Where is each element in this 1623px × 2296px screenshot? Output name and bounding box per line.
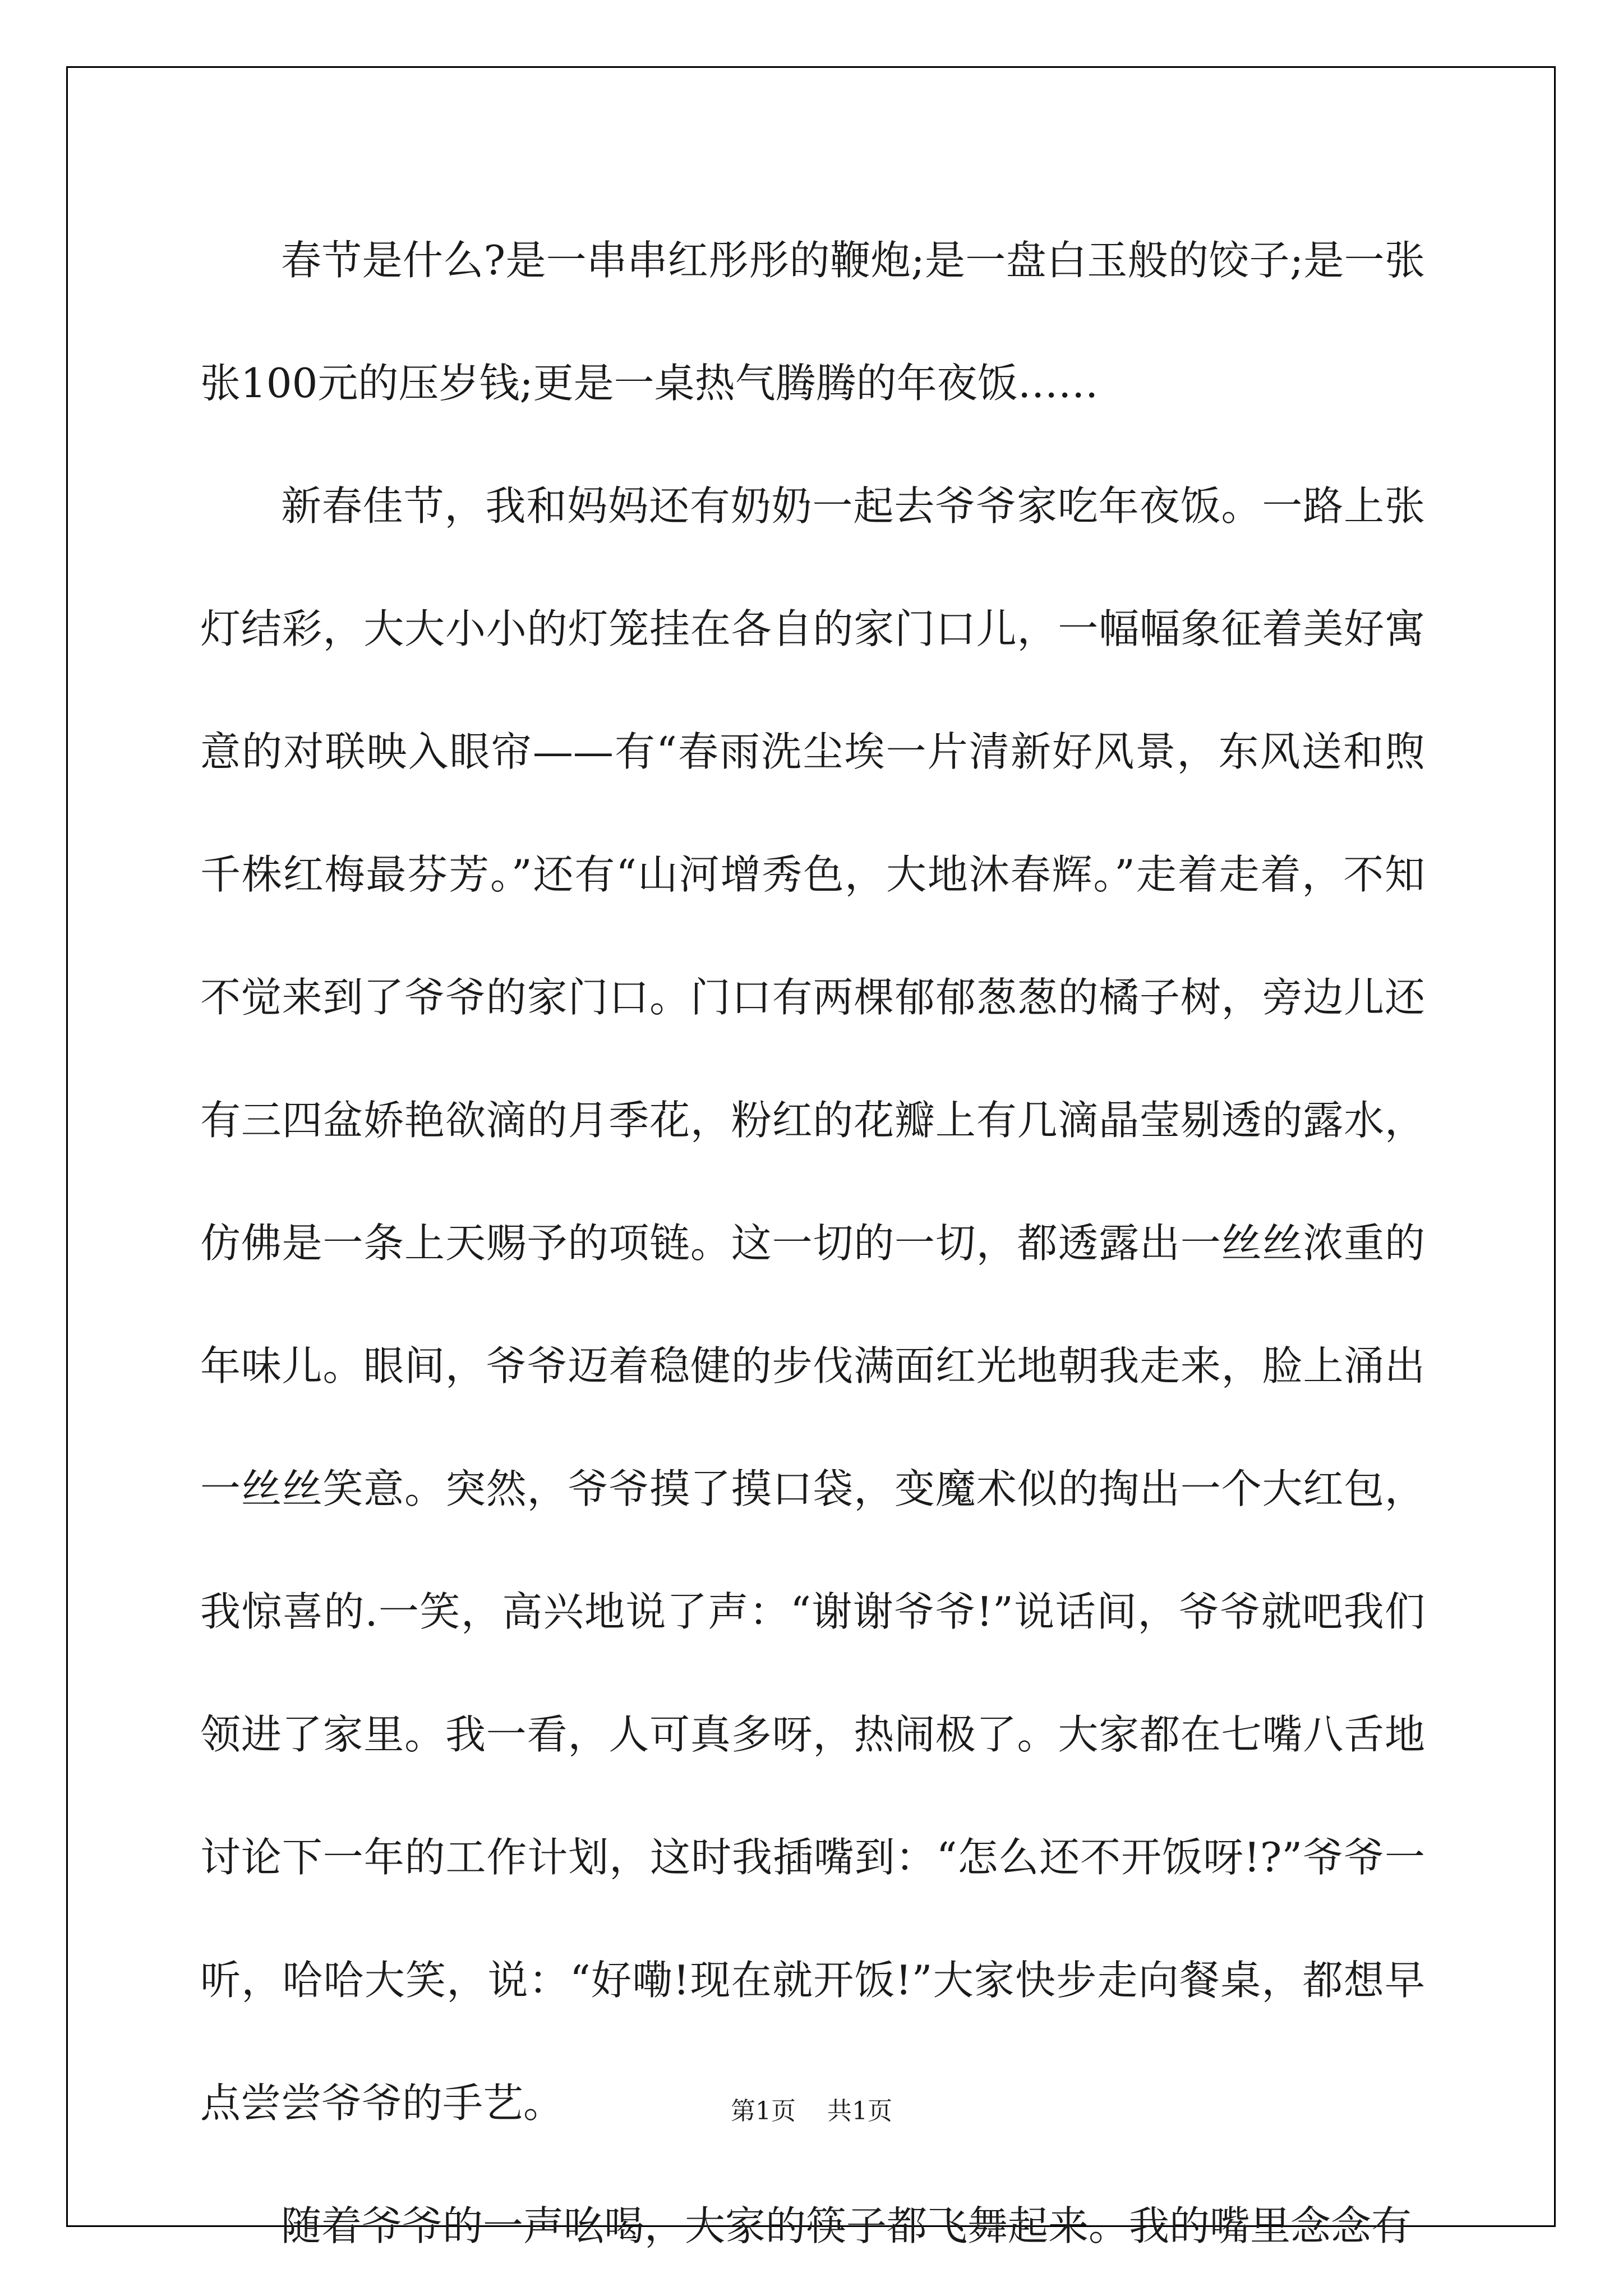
page-footer <box>0 2095 1623 2128</box>
paragraph-1: 春节是什么?是一串串红彤彤的鞭炮;是一盘白玉般的饺子;是一张张100元的压岁钱;更是一桌热气腾腾的年夜饭…… <box>200 237 1425 407</box>
paragraph-2: 新春佳节，我和妈妈还有奶奶一起去爷爷家吃年夜饭。一路上张灯结彩，大大小小的灯笼挂在各自的家门口儿，一幅幅象征着美好寓意的对联映入眼帘——有“春雨洗尘埃一片清新好风景，东风送和煦千株红梅最芬芳。”还有“山河增秀色，大地沐春辉。”走着走着，不知不觉来到了爷爷的家门口。门口有两棵郁郁葱葱的橘子树，旁边儿还有三四盆娇艳欲滴的月季花，粉红的花瓣上有几滴晶莹剔透的露水，仿佛是一条上天赐予的项链。这一切的一切，都透露出一丝丝浓重的年味儿。眼间，爷爷迈着稳健的步伐满面红光地朝我走来，脸上涌出一丝丝笑意。突然，爷爷摸了摸口袋，变魔术似的掏出一个大红包，我惊喜的.一笑，高兴地说了声：“谢谢爷爷!”说话间，爷爷就吧我们领进了家里。我一看，人可真多呀，热闹极了。大家都在七嘴八舌地讨论下一年的工作计划，这时我插嘴到：“怎么还不开饭呀!?”爷爷一听，哈哈大笑，说：“好嘞!现在就开饭!”大家快步走向餐桌，都想早点尝尝爷爷的手艺。 <box>200 482 1425 2127</box>
page-number: 第1页 <box>731 2097 796 2125</box>
page-total: 共1页 <box>827 2097 892 2125</box>
document-body <box>200 199 1425 2288</box>
paragraph-3: 随着爷爷的一声吆喝，大家的筷子都飞舞起来。我的嘴里念念有 <box>281 2202 1412 2249</box>
